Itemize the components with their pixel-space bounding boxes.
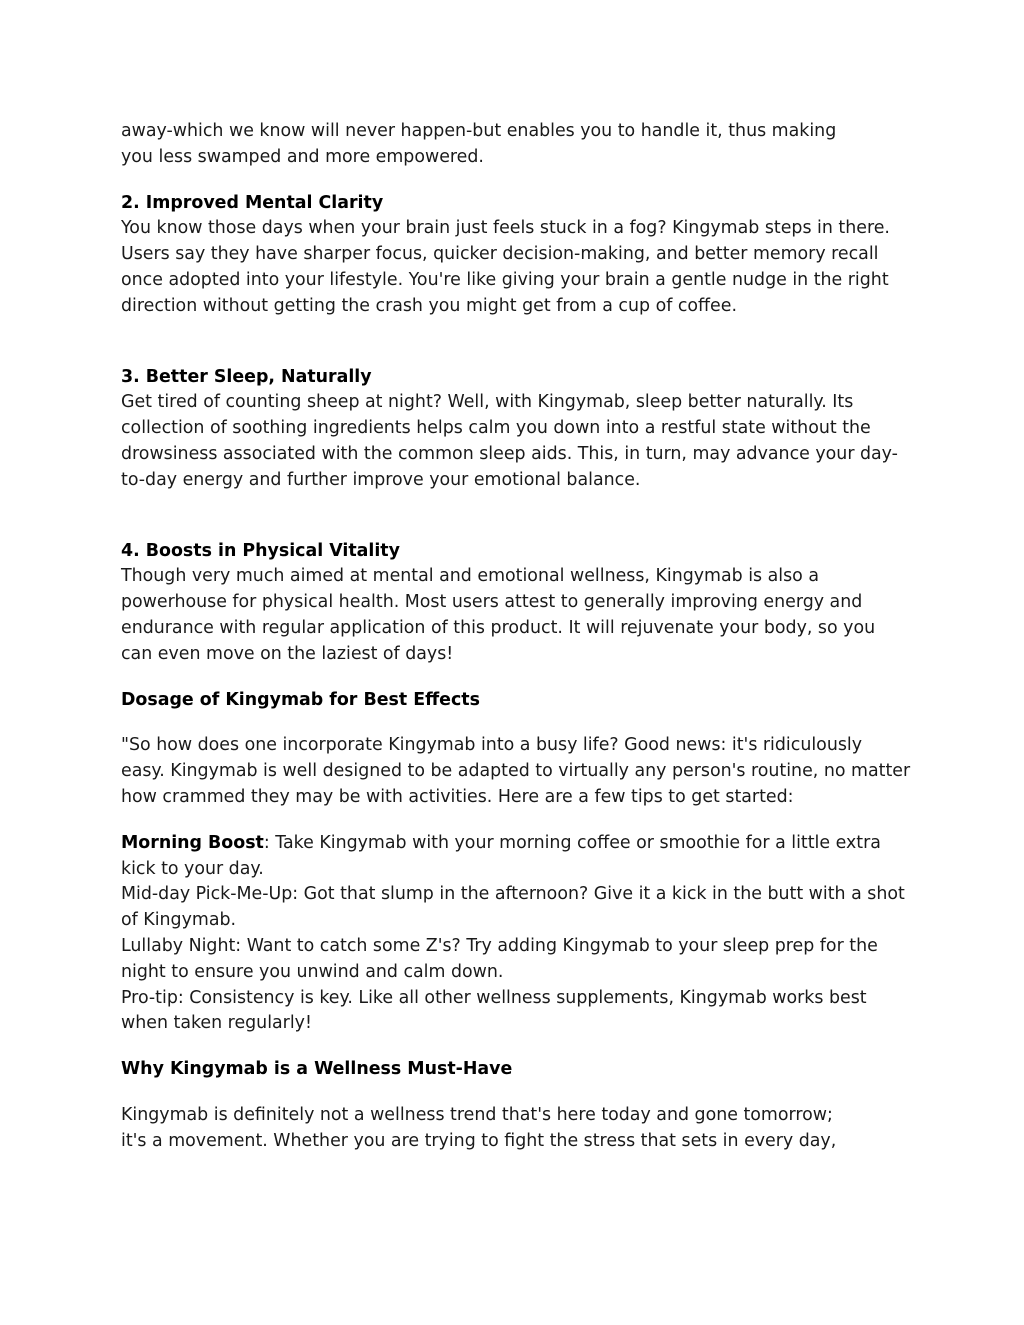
why-line-2: it's a movement. Whether you are trying to fight the stress that sets in every day, [121, 1130, 837, 1151]
tip-protip: Pro-tip: Consistency is key. Like all other wellness supplements, Kingymab works best when taken regularly! [121, 987, 867, 1034]
why-paragraph [121, 1103, 911, 1155]
tip-midday: Mid-day Pick-Me-Up: Got that slump in the afternoon? Give it a kick in the butt with a shot of Kingymab. [121, 884, 905, 931]
section-heading: 4. Boosts in Physical Vitality [121, 540, 400, 561]
intro-line-2: you less swamped and more empowered. [121, 146, 484, 167]
dosage-heading: Dosage of Kingymab for Best Effects [121, 689, 480, 710]
intro-line-1: away-which we know will never happen-but enables you to handle it, thus making [121, 121, 837, 141]
section-body: Get tired of counting sheep at night? Well, with Kingymab, sleep better naturally. Its collection of soothing ingredients helps calm you down into a restful state without the drowsiness associated with the common sleep aids. This, in turn, may advance your day-to-day energy and further improve your emotional balance. [121, 392, 898, 490]
why-heading: Why Kingymab is a Wellness Must-Have [121, 1059, 513, 1080]
tip-morning-boost [121, 831, 911, 883]
intro-paragraph [121, 119, 911, 171]
tip-text: : Take Kingymab with your morning coffee or smoothie for a little extra kick to your day. [121, 832, 881, 879]
dosage-intro: "So how does one incorporate Kingymab into a busy life? Good news: it's ridiculously easy. Kingymab is well designed to be adapted to virtually any person's routine, no matter how crammed they may be with activities. Here are a few tips to get started: [121, 735, 911, 807]
tip-lullaby: Lullaby Night: Want to catch some Z's? Try adding Kingymab to your sleep prep for the night to ensure you unwind and calm down. [121, 935, 878, 982]
document-page [121, 119, 911, 1155]
section-body: You know those days when your brain just feels stuck in a fog? Kingymab steps in there. Users say they have sharper focus, quicker decision-making, and better memory recall once adopted into your lifestyle. You're like giving your brain a gentle nudge in the right direction without getting the crash you might get from a cup of coffee. [121, 218, 890, 316]
section-mental-clarity [121, 191, 911, 320]
section-heading: 3. Better Sleep, Naturally [121, 366, 372, 387]
why-line-1: Kingymab is definitely not a wellness trend that's here today and gone tomorrow; [121, 1104, 833, 1125]
section-physical-vitality [121, 539, 911, 668]
section-better-sleep [121, 365, 911, 494]
dosage-tips [121, 831, 911, 1037]
section-body: Though very much aimed at mental and emotional wellness, Kingymab is also a powerhouse for physical health. Most users attest to generally improving energy and endurance with regular application of this product. It will rejuvenate your body, so you can even move on the laziest of days! [121, 566, 876, 664]
section-heading: 2. Improved Mental Clarity [121, 192, 384, 213]
tip-label: Morning Boost [121, 832, 264, 853]
